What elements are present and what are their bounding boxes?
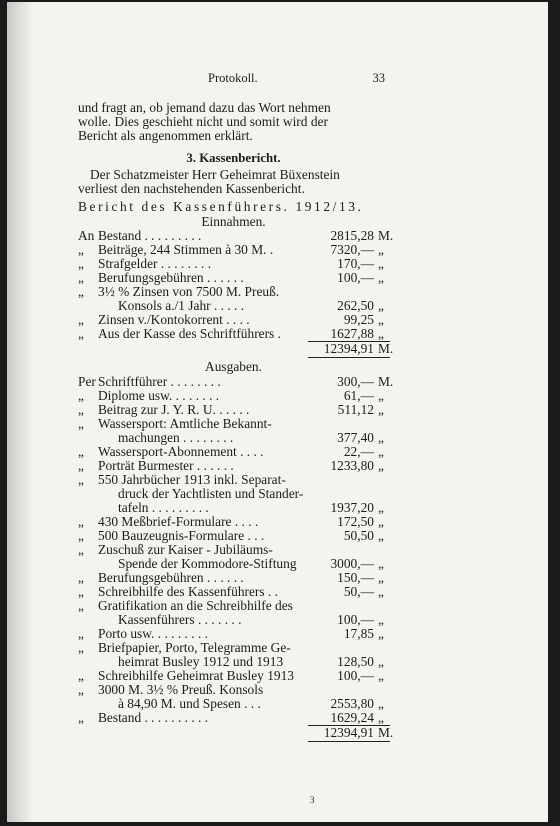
row-label: Bestand . . . . . . . . . [98,228,202,243]
row-label: à 84,90 M. und Spesen . . . [118,696,261,711]
ledger-row [78,613,389,627]
row-unit: „ [378,528,384,543]
intro-paragraph [78,101,389,143]
total-amount: 12394,91 [323,725,374,740]
row-label: Schriftführer . . . . . . . . [98,374,221,389]
row-amount: 99,25 [343,312,374,327]
intro-line: Bericht als angenommen erklärt. [78,128,253,143]
total-amount: 12394,91 [323,341,374,356]
row-amount: 300,— [337,374,374,389]
expenses-heading: Ausgaben. [205,359,262,374]
ledger-row [78,585,389,599]
row-unit: „ [378,458,384,473]
section-heading: 3. Kassenbericht. [186,151,281,165]
row-amount: 1233,80 [330,458,374,473]
row-amount: 172,50 [337,514,374,529]
row-prefix: „ [78,312,84,327]
row-label: Strafgelder . . . . . . . . [98,256,212,271]
page-number: 33 [372,71,385,85]
ledger-row [78,431,389,445]
row-amount: 262,50 [337,298,374,313]
section-line: verliest den nachstehenden Kassenbericht. [78,181,305,196]
row-unit: „ [378,514,384,529]
row-prefix: „ [78,542,84,557]
intro-line: wolle. Dies geschieht nicht und somit wird der [78,114,328,129]
row-label: Kassenführers . . . . . . . [118,612,242,627]
row-unit: „ [378,270,384,285]
row-amount: 1937,20 [330,500,374,515]
row-label: Briefpapier, Porto, Telegramme Ge- [98,640,291,655]
row-prefix: „ [78,416,84,431]
row-prefix: „ [78,388,84,403]
total-rule [308,741,390,742]
row-label: Aus der Kasse des Schriftführers . [98,326,281,341]
row-amount: 377,40 [337,430,374,445]
row-label: druck der Yachtlisten und Stander- [118,486,304,501]
row-label: Wassersport: Amtliche Bekannt- [98,416,272,431]
row-prefix: An [78,228,95,243]
row-unit: „ [378,444,384,459]
row-unit: „ [378,654,384,669]
row-prefix: „ [78,458,84,473]
row-label: Konsols a./1 Jahr . . . . . [118,298,245,313]
row-amount: 150,— [337,570,374,585]
row-label: Berufungsgebühren . . . . . . [98,270,244,285]
row-unit: „ [378,668,384,683]
row-unit: „ [378,312,384,327]
row-amount: 1629,24 [330,710,374,725]
row-unit: „ [378,556,384,571]
ledger-row [78,271,389,285]
ledger-row [78,243,389,257]
ledger-row [78,299,389,313]
expenses-table [78,374,394,742]
section-line: Der Schatzmeister Herr Geheimrat Büxenstein [90,167,340,182]
row-amount: 61,— [343,388,374,403]
row-unit: „ [378,256,384,271]
row-prefix: „ [78,514,84,529]
row-prefix: „ [78,284,84,299]
ledger-row [78,571,389,585]
row-label: Schreibhilfe des Kassenführers . . [98,584,278,599]
row-amount: 50,— [343,584,374,599]
ledger-row [78,487,389,501]
row-label: Beitrag zur J. Y. R. U. . . . . . [98,402,250,417]
ledger-row [78,417,389,431]
row-amount: 2553,80 [330,696,374,711]
row-label: 430 Meßbrief-Formulare . . . . [98,514,259,529]
row-label: Spende der Kommodore-Stiftung [118,556,297,571]
row-amount: 1627,88 [330,326,374,341]
ledger-row [78,445,389,459]
row-prefix: „ [78,710,84,725]
ledger-row [78,374,394,389]
row-label: Schreibhilfe Geheimrat Busley 1913 [98,668,294,683]
row-amount: 100,— [337,270,374,285]
row-unit: „ [378,626,384,641]
ledger-row [78,641,389,655]
total-row [78,725,394,740]
row-prefix: „ [78,626,84,641]
row-amount: 2815,28 [330,228,374,243]
row-prefix: „ [78,584,84,599]
ledger-row [78,515,389,529]
row-label: 3000 M. 3½ % Preuß. Konsols [98,682,264,697]
total-rule [308,357,390,358]
row-prefix: „ [78,402,84,417]
row-amount: 100,— [337,668,374,683]
row-unit: „ [378,696,384,711]
ledger-row [78,459,389,473]
row-prefix: „ [78,570,84,585]
row-label: Zinsen v./Kontokorrent . . . . [98,312,250,327]
row-amount: 511,12 [337,402,374,417]
total-row [78,341,394,356]
ledger-row [78,313,389,327]
row-prefix: „ [78,256,84,271]
row-amount: 128,50 [337,654,374,669]
row-unit: „ [378,298,384,313]
row-amount: 170,— [337,256,374,271]
total-unit: M. [378,725,394,740]
row-unit: „ [378,612,384,627]
row-prefix: „ [78,270,84,285]
ledger-row [78,228,394,243]
row-label: heimrat Busley 1912 und 1913 [118,654,284,669]
row-unit: M. [378,374,394,389]
row-label: Zuschuß zur Kaiser - Jubiläums- [98,542,273,557]
ledger-row [78,529,389,543]
ledger-row [78,627,389,641]
row-label: Porto usw. . . . . . . . . [98,626,208,641]
income-heading: Einnahmen. [201,214,266,229]
page-gutter-shadow [7,2,33,822]
row-unit: „ [378,570,384,585]
row-label: Berufungsgebühren . . . . . . [98,570,244,585]
row-label: Wassersport-Abonnement . . . . [98,444,264,459]
row-label: Porträt Burmester . . . . . . [98,458,234,473]
row-unit: „ [378,584,384,599]
row-amount: 3000,— [330,556,374,571]
row-label: Gratifikation an die Schreibhilfe des [98,598,293,613]
row-label: Diplome usw. . . . . . . . [98,388,220,403]
report-title: Bericht des Kassenführers. 1912/13. [78,199,364,214]
ledger-row [78,711,389,725]
row-prefix: „ [78,242,84,257]
row-prefix: „ [78,682,84,697]
row-prefix: „ [78,326,84,341]
row-unit: „ [378,710,384,725]
header-title: Protokoll. [208,71,258,85]
row-amount: 50,50 [343,528,374,543]
row-unit: „ [378,500,384,515]
row-label: tafeln . . . . . . . . . [118,500,209,515]
ledger-row [78,257,389,271]
ledger-row [78,285,389,299]
ledger-row [78,403,389,417]
row-prefix: „ [78,472,84,487]
ledger-row [78,327,389,341]
section-paragraph [78,168,389,196]
row-prefix: „ [78,668,84,683]
row-unit: „ [378,430,384,445]
income-table [78,228,394,358]
intro-line: und fragt an, ob jemand dazu das Wort nehmen [78,100,331,115]
ledger-row [78,501,389,515]
row-amount: 22,— [343,444,374,459]
row-label: 3½ % Zinsen von 7500 M. Preuß. [98,284,280,299]
ledger-row [78,389,389,403]
row-label: machungen . . . . . . . . [118,430,234,445]
row-prefix: „ [78,444,84,459]
row-prefix: „ [78,528,84,543]
ledger-row [78,473,389,487]
row-unit: „ [378,326,384,341]
ledger-row [78,697,389,711]
ledger-row [78,543,389,557]
ledger-row [78,655,389,669]
row-label: Bestand . . . . . . . . . . [98,710,209,725]
row-amount: 17,85 [343,626,374,641]
ledger-row [78,683,389,697]
ledger-row [78,557,389,571]
row-unit: M. [378,228,394,243]
row-unit: „ [378,402,384,417]
row-prefix: „ [78,598,84,613]
signature-mark: 3 [310,795,315,805]
row-label: Beiträge, 244 Stimmen à 30 M. . [98,242,274,257]
row-amount: 7320,— [330,242,374,257]
row-unit: „ [378,242,384,257]
row-label: 500 Bauzeugnis-Formulare . . . [98,528,265,543]
row-prefix: „ [78,640,84,655]
row-label: 550 Jahrbücher 1913 inkl. Separat- [98,472,286,487]
row-prefix: Per [78,374,96,389]
row-amount: 100,— [337,612,374,627]
ledger-row [78,599,389,613]
row-unit: „ [378,388,384,403]
total-unit: M. [378,341,394,356]
ledger-row [78,669,389,683]
